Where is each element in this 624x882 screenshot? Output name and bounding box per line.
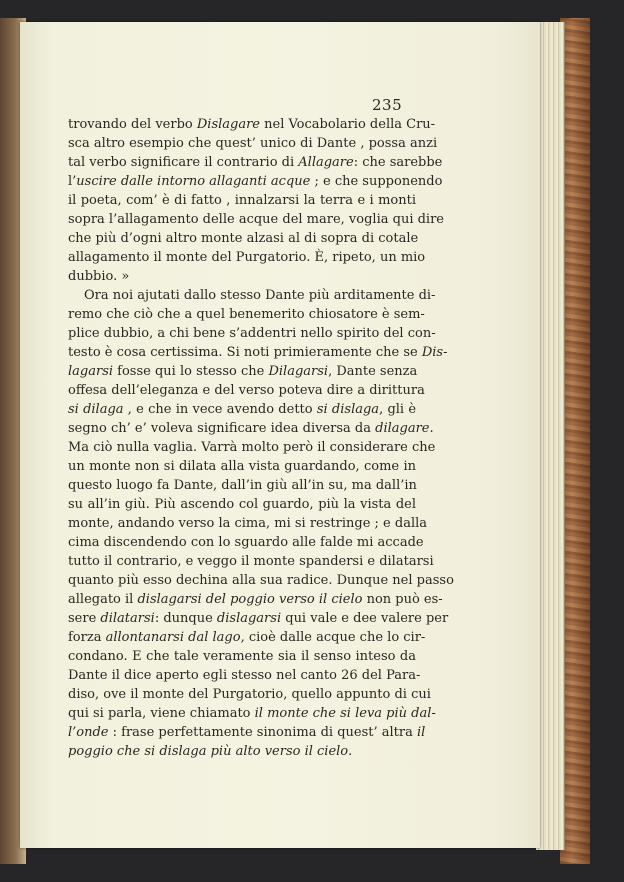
italic-text: il bbox=[416, 725, 426, 740]
text-segment: . bbox=[348, 744, 353, 759]
text-line bbox=[68, 419, 434, 438]
text-segment: dubbio. » bbox=[68, 269, 130, 284]
text-line bbox=[68, 115, 436, 134]
text-segment: fosse qui lo stesso che bbox=[113, 364, 269, 379]
text-segment: monte, andando verso la cima, mi si restringe ; e dalla bbox=[68, 516, 428, 531]
text-line bbox=[68, 457, 416, 476]
italic-text: dislagarsi bbox=[216, 611, 282, 626]
text-segment: Dante il dice aperto egli stesso nel canto 26 del Para- bbox=[68, 668, 421, 683]
text-line bbox=[68, 210, 444, 229]
text-segment: , Dante senza bbox=[328, 364, 418, 379]
text-line bbox=[68, 552, 434, 571]
text-segment: sca altro esempio che quest’ unico di Dante , possa anzi bbox=[68, 136, 438, 151]
text-line bbox=[68, 286, 436, 305]
text-line bbox=[68, 495, 416, 514]
text-segment: quanto più esso dechina alla sua radice. Dunque nel passo bbox=[68, 573, 454, 588]
italic-text: l’onde bbox=[68, 725, 109, 740]
text-line bbox=[68, 685, 431, 704]
text-line bbox=[68, 647, 416, 666]
text-segment: forza bbox=[68, 630, 106, 645]
text-segment: un monte non si dilata alla vista guardando, come in bbox=[68, 459, 416, 474]
text-segment: non può es- bbox=[362, 592, 443, 607]
text-line bbox=[68, 742, 416, 761]
text-segment: condano. E che tale veramente sia il senso inteso da bbox=[68, 649, 416, 664]
page-edges bbox=[536, 22, 565, 850]
italic-text: Dilagarsi bbox=[268, 364, 329, 379]
text-segment: il poeta, com’ è di fatto , innalzarsi la terra e i monti bbox=[68, 193, 416, 208]
text-segment: qui vale e dee valere per bbox=[281, 611, 449, 626]
text-segment: remo che ciò che a quel benemerito chiosatore è sem- bbox=[68, 307, 425, 322]
text-line bbox=[68, 514, 428, 533]
italic-text: poggio che si dislaga più alto verso il cielo bbox=[68, 744, 349, 759]
text-segment: : che sarebbe bbox=[353, 155, 443, 170]
italic-text: dilatarsi bbox=[100, 611, 155, 626]
text-segment: , cioè dalle acque che lo cir- bbox=[240, 630, 426, 645]
text-line bbox=[68, 362, 416, 381]
text-segment: testo è cosa certissima. Si noti primieramente che se bbox=[68, 345, 422, 360]
italic-text: allontanarsi dal lago bbox=[105, 630, 241, 645]
text-segment: allagamento il monte del Purgatorio. È, ripeto, un mio bbox=[68, 250, 426, 265]
text-segment: l’ bbox=[68, 174, 77, 189]
text-segment: Ma ciò nulla vaglia. Varrà molto però il considerare che bbox=[68, 440, 436, 455]
italic-text: dislagarsi del poggio verso il cielo bbox=[137, 592, 363, 607]
text-line bbox=[68, 305, 425, 324]
text-line bbox=[68, 343, 448, 362]
italic-text: lagarsi bbox=[68, 364, 114, 379]
page-number: 235 bbox=[372, 96, 403, 114]
text-line bbox=[68, 666, 421, 685]
text-segment: Ora noi ajutati dallo stesso Dante più arditamente di- bbox=[84, 288, 436, 303]
text-line bbox=[68, 533, 424, 552]
text-segment: plice dubbio, a chi bene s’addentri nello spirito del con- bbox=[68, 326, 436, 341]
text-line bbox=[68, 381, 425, 400]
text-line bbox=[68, 172, 443, 191]
text-line bbox=[68, 590, 443, 609]
text-segment: sere bbox=[68, 611, 101, 626]
text-segment: offesa dell’eleganza e del verso poteva dire a dirittura bbox=[68, 383, 425, 398]
text-line bbox=[68, 476, 416, 495]
text-segment: : dunque bbox=[154, 611, 217, 626]
text-line bbox=[68, 229, 419, 248]
text-segment: . bbox=[429, 421, 434, 436]
text-segment: , gli è bbox=[379, 402, 417, 417]
text-line bbox=[68, 438, 436, 457]
text-segment: ; e che supponendo bbox=[310, 174, 443, 189]
italic-text: si dilaga bbox=[68, 402, 124, 417]
italic-text: si dislaga bbox=[316, 402, 380, 417]
body-text bbox=[68, 115, 454, 761]
italic-text: Dislagare bbox=[196, 117, 260, 132]
text-segment: su all’in giù. Più ascendo col guardo, più la vista del bbox=[68, 497, 416, 512]
text-segment: nel Vocabolario della Cru- bbox=[260, 117, 436, 132]
text-line bbox=[68, 153, 443, 172]
text-segment: diso, ove il monte del Purgatorio, quello appunto di cui bbox=[68, 687, 431, 702]
text-segment: trovando del verbo bbox=[68, 117, 197, 132]
text-segment: tutto il contrario, e veggo il monte spandersi e dilatarsi bbox=[68, 554, 434, 569]
text-line bbox=[68, 609, 449, 628]
italic-text: dilagare bbox=[375, 421, 430, 436]
text-segment: allegato il bbox=[68, 592, 138, 607]
text-segment: che più d’ogni altro monte alzasi al di sopra di cotale bbox=[68, 231, 419, 246]
italic-text: Dis- bbox=[421, 345, 448, 360]
text-segment: sopra l’allagamento delle acque del mare, voglia qui dire bbox=[68, 212, 444, 227]
italic-text: Allagare bbox=[298, 155, 354, 170]
text-segment: tal verbo significare il contrario di bbox=[68, 155, 299, 170]
text-line bbox=[68, 134, 438, 153]
text-line bbox=[68, 324, 436, 343]
text-segment: questo luogo fa Dante, dall’in giù all’in su, ma dall’in bbox=[68, 478, 417, 493]
text-line bbox=[68, 628, 426, 647]
text-segment: segno ch’ e’ voleva significare idea diversa da bbox=[68, 421, 376, 436]
text-line bbox=[68, 191, 416, 210]
text-line bbox=[68, 248, 426, 267]
text-segment: qui si parla, viene chiamato bbox=[68, 706, 255, 721]
text-line bbox=[68, 723, 426, 742]
text-line bbox=[68, 704, 436, 723]
text-segment: cima discendendo con lo sguardo alle falde mi accade bbox=[68, 535, 424, 550]
italic-text: il monte che si leva più dal- bbox=[254, 706, 436, 721]
text-segment: : frase perfettamente sinonima di quest’ altra bbox=[108, 725, 417, 740]
text-segment: , e che in vece avendo detto bbox=[123, 402, 317, 417]
italic-text: uscire dalle intorno allaganti acque bbox=[76, 174, 311, 189]
text-line bbox=[68, 267, 416, 286]
text-line bbox=[68, 571, 454, 590]
text-line bbox=[68, 400, 416, 419]
